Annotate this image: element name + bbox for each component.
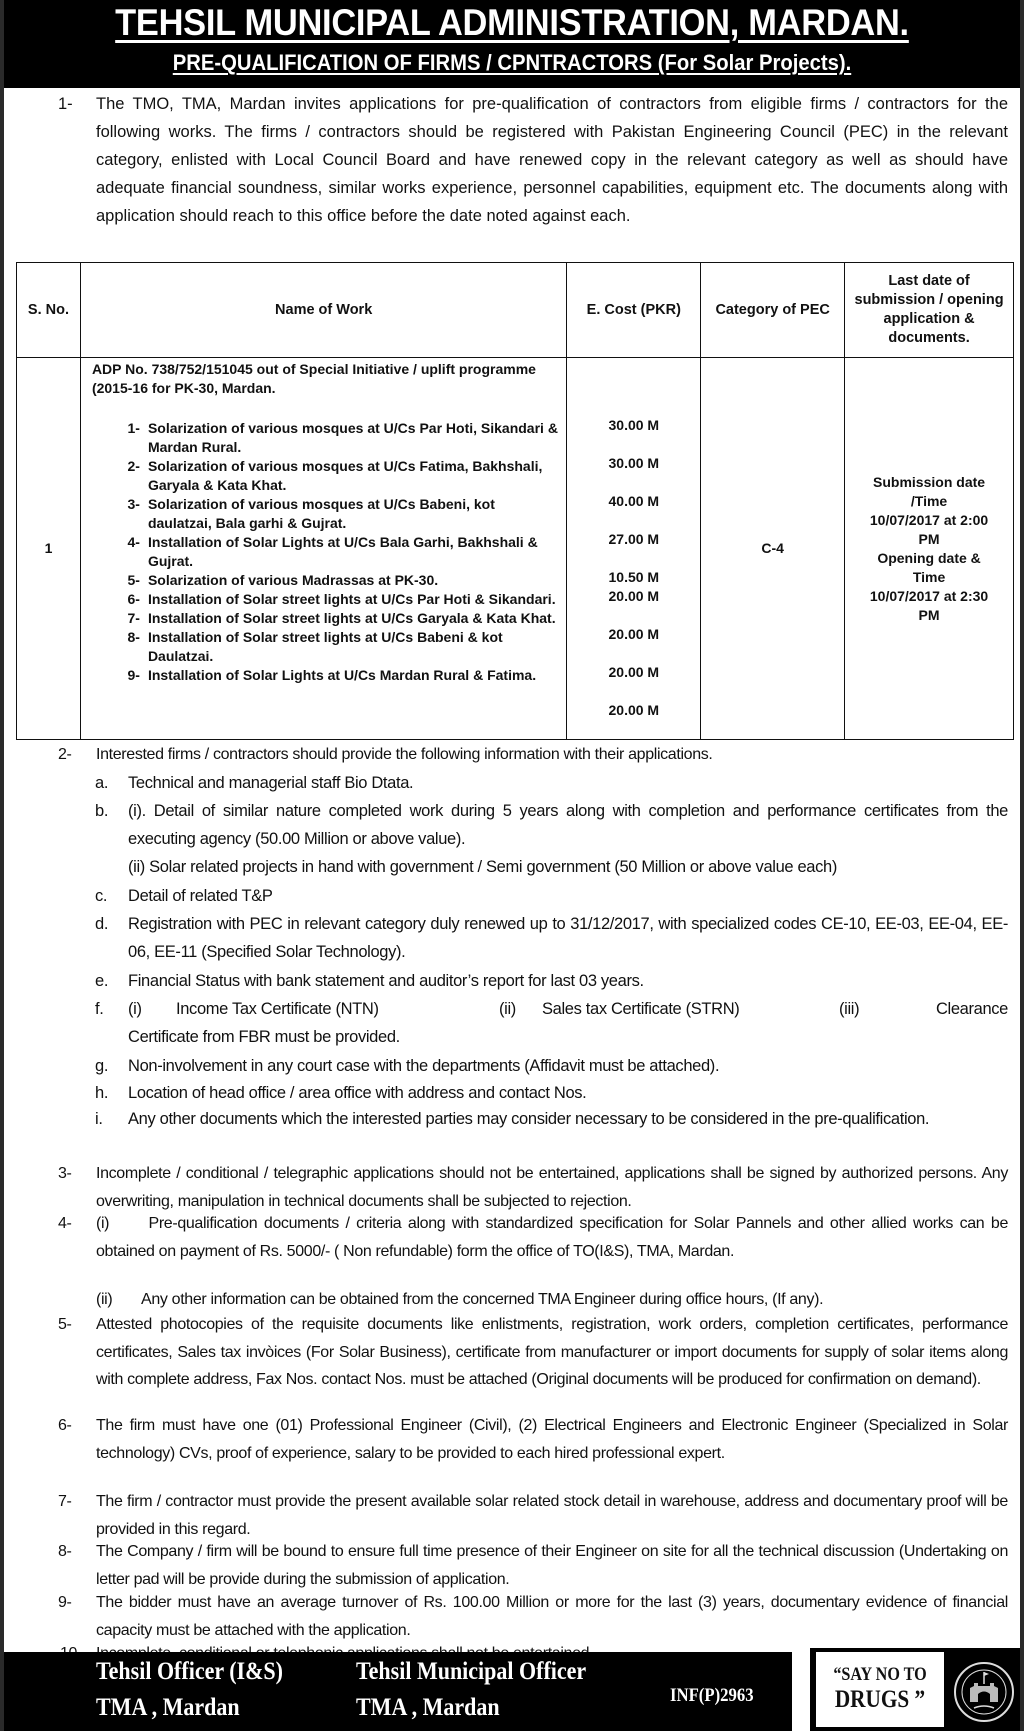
work-item: 2- Solarization of various mosques at U/Cs Fatima, Bakhshali, Garyala & Kata Khat. bbox=[127, 458, 543, 493]
section-2-item-b2: (ii) Solar related projects in hand with government / Semi government (50 Million or above value each) bbox=[128, 858, 838, 876]
section-2-item-b1: b. (i). Detail of similar nature completed work during 5 years along with completion and performance certificates from the executing agency (50.00 Million or above value). bbox=[95, 802, 1008, 848]
section-1-number: 1- bbox=[58, 95, 73, 113]
work-item: 3- Solarization of various mosques at U/Cs Babeni, kot daulatzai, Bala garhi & Gujrat. bbox=[127, 496, 495, 531]
inf-number: INF(P)2963 bbox=[670, 1685, 754, 1706]
col-cost: E. Cost (PKR) bbox=[567, 263, 701, 358]
cost-value: 27.00 M bbox=[608, 531, 660, 547]
reforming-transforming-emblem-icon bbox=[952, 1654, 1016, 1726]
section-1 bbox=[58, 90, 1008, 230]
advertisement-page bbox=[4, 0, 1020, 1731]
work-item: 5- Solarization of various Madrassas at PK-30. bbox=[127, 572, 439, 588]
section-2-item-c: c. Detail of related T&P bbox=[95, 887, 273, 905]
row-sno: 1 bbox=[17, 358, 81, 740]
cost-value: 20.00 M bbox=[608, 702, 660, 718]
footer-signature-bar bbox=[4, 1652, 792, 1731]
section-2-item-g: g. Non-involvement in any court case with the departments (Affidavit must be attached). bbox=[95, 1057, 720, 1075]
work-item: 6- Installation of Solar street lights at U/Cs Par Hoti & Sikandari. bbox=[127, 591, 556, 607]
row-dates: Submission date /Time 10/07/2017 at 2:00 PM Opening date & Time 10/07/2017 at 2:30 PM bbox=[845, 358, 1014, 740]
page-subtitle: PRE-QUALIFICATION OF FIRMS / CPNTRACTORS (For Solar Projects). bbox=[172, 50, 852, 75]
header-banner bbox=[4, 0, 1020, 88]
section-2-item-i: i. Any other documents which the interested parties may consider necessary to be considered in the pre-qualification. bbox=[95, 1110, 930, 1128]
cost-value: 10.50 M bbox=[608, 569, 660, 585]
work-item: 9- Installation of Solar Lights at U/Cs Mardan Rural & Fatima. bbox=[127, 667, 537, 683]
signatory-1-title: Tehsil Officer (I&S) bbox=[96, 1658, 283, 1685]
table-row bbox=[17, 358, 1014, 740]
say-no-to-drugs-badge bbox=[810, 1648, 1020, 1731]
work-item: 4- Installation of Solar Lights at U/Cs Bala Garhi, Bakhshali & Gujrat. bbox=[127, 534, 538, 569]
section-2-item-h: h. Location of head office / area office with address and contact Nos. bbox=[95, 1084, 587, 1102]
work-item: 1- Solarization of various mosques at U/Cs Par Hoti, Sikandari & Mardan Rural. bbox=[127, 420, 558, 455]
section-2-item-d: d. Registration with PEC in relevant category duly renewed up to 31/12/2017, with specialized codes CE-10, EE-03, EE-04, EE-06, EE-11 (Specified Solar Technology). bbox=[95, 915, 1008, 961]
signatory-2-org: TMA , Mardan bbox=[356, 1694, 500, 1721]
table-header-row bbox=[17, 263, 1014, 358]
section-2-item-e: e. Financial Status with bank statement and auditor’s report for last 03 years. bbox=[95, 972, 644, 990]
page-title: TEHSIL MUNICIPAL ADMINISTRATION, MARDAN. bbox=[115, 2, 909, 43]
cost-value: 40.00 M bbox=[608, 493, 660, 509]
section-2-item-f: f. (i) Income Tax Certificate (NTN) (ii) Sales tax Certificate (STRN) (iii) Clearance Certificate from FBR must be provided. bbox=[95, 1000, 1008, 1046]
cost-value: 30.00 M bbox=[608, 455, 660, 471]
work-item: 7- Installation of Solar street lights at U/Cs Garyala & Kata Khat. bbox=[127, 610, 556, 626]
drugs-line-1: “SAY NO TO bbox=[833, 1664, 927, 1685]
cost-value: 20.00 M bbox=[608, 664, 660, 680]
col-sno: S. No. bbox=[17, 263, 81, 358]
section-8: 8- The Company / firm will be bound to ensure full time presence of their Engineer on site for all the technical discussion (Undertaking on letter pad will be provide during the submission of application. bbox=[58, 1543, 1008, 1588]
section-4-ii: (ii) Any other information can be obtained from the concerned TMA Engineer during office hours, (If any). bbox=[96, 1291, 824, 1308]
signatory-2-title: Tehsil Municipal Officer bbox=[356, 1658, 587, 1685]
section-2: 2- Interested firms / contractors should provide the following information with their applications. bbox=[58, 746, 713, 763]
drugs-line-2: DRUGS ” bbox=[834, 1686, 926, 1713]
col-last-date: Last date of submission / opening application & documents. bbox=[845, 263, 1014, 358]
section-5: 5- Attested photocopies of the requisite documents like enlistments, registration, work orders, completion certificates, performance certificates, Sales tax invòices (For Solar Business), certificate from manufacturer or import documents for supply of solar items along with complete address, Fax Nos. contact Nos. must be attached (Original documents will be produced for confirmation on demand). bbox=[58, 1316, 1008, 1388]
cost-value: 20.00 M bbox=[608, 588, 660, 604]
section-9: 9- The bidder must have an average turnover of Rs. 100.00 Million or more for the last (3) years, documentary evidence of financial capacity must be attached with the application. bbox=[58, 1594, 1008, 1639]
works-table bbox=[16, 262, 1014, 740]
adp-text: ADP No. 738/752/151045 out of Special Initiative / uplift programme (2015-16 for PK-30, Mardan. bbox=[91, 361, 536, 396]
work-item: 8- Installation of Solar street lights at U/Cs Babeni & kot Daulatzai. bbox=[127, 629, 503, 664]
section-3: 3- Incomplete / conditional / telegraphic applications should not be entertained, applications shall be signed by authorized persons. Any overwriting, manipulation in technical documents shall be subjected to rejection. bbox=[58, 1165, 1008, 1210]
section-4-i: 4- (i) Pre-qualification documents / criteria along with standardized specification for Solar Pannels and other allied works can be obtained on payment of Rs. 5000/- ( Non refundable) form the office of TO(I&S), TMA, Mardan. bbox=[58, 1215, 1008, 1260]
cost-value: 30.00 M bbox=[608, 417, 660, 433]
row-name-of-work bbox=[80, 358, 566, 740]
signatory-1-org: TMA , Mardan bbox=[96, 1694, 240, 1721]
section-6: 6- The firm must have one (01) Professional Engineer (Civil), (2) Electrical Engineers and Electronic Engineer (Specialized in Solar technology) CVs, proof of experience, salary to be provided to each hired professional expert. bbox=[58, 1417, 1008, 1462]
col-name-of-work: Name of Work bbox=[80, 263, 566, 358]
row-category: C-4 bbox=[701, 358, 845, 740]
cost-value: 20.00 M bbox=[608, 626, 660, 642]
row-costs bbox=[567, 358, 701, 740]
col-category: Category of PEC bbox=[701, 263, 845, 358]
section-2-item-a: a. Technical and managerial staff Bio Dtata. bbox=[95, 774, 414, 792]
section-1-text: The TMO, TMA, Mardan invites applications for pre-qualification of contractors from eligible firms / contractors for the following works. The firms / contractors should be registered with Pakistan Engineering Council (PEC) in the relevant category, enlisted with Local Council Board and have renewed copy in the relevant category as well as should have adequate financial soundness, similar works experience, personnel capabilities, equipment etc. The documents along with application should reach to this office before the date noted against each. bbox=[96, 95, 1008, 225]
section-7: 7- The firm / contractor must provide the present available solar related stock detail in warehouse, address and documentary proof will be provided in this regard. bbox=[58, 1493, 1008, 1538]
